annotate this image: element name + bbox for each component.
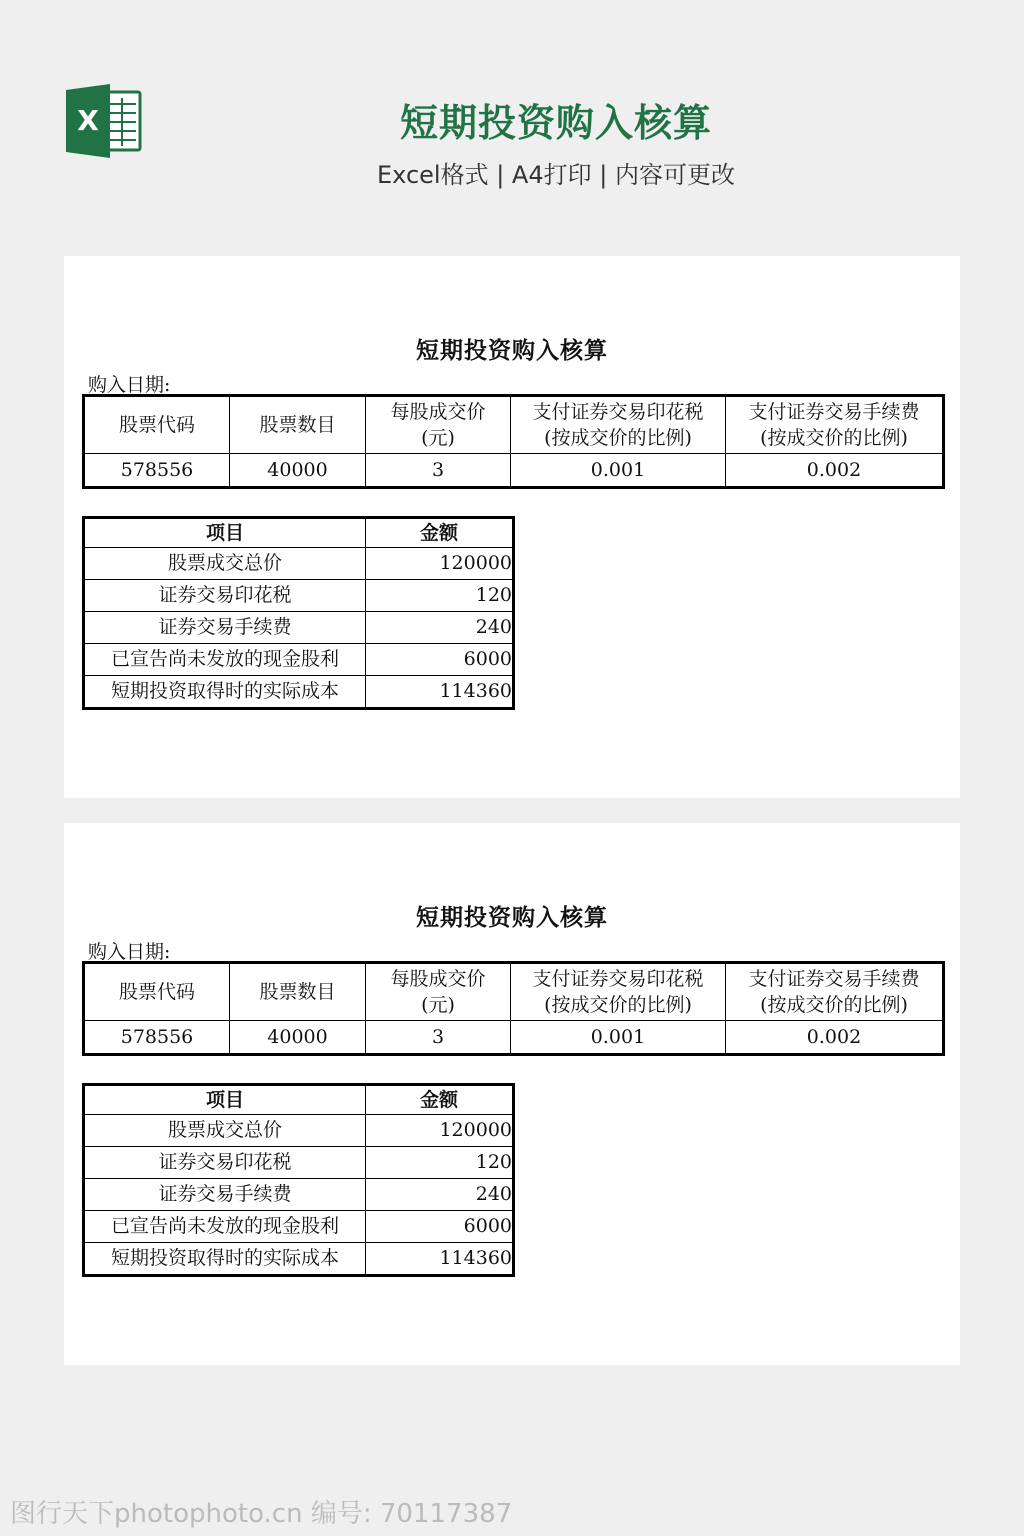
item-cell: 已宣告尚未发放的现金股利 (84, 1211, 366, 1243)
value-stock-code: 578556 (84, 1021, 230, 1055)
header-commission-fee: 支付证券交易手续费 (按成交价的比例) (726, 963, 944, 1021)
item-cell: 股票成交总价 (84, 1115, 366, 1147)
cost-calc-table (82, 516, 515, 710)
amount-cell: 120 (366, 1147, 514, 1179)
sheet-title: 短期投资购入核算 (416, 904, 608, 931)
cost-calc-table (82, 1083, 515, 1277)
header-commission-fee: 支付证券交易手续费 (按成交价的比例) (726, 396, 944, 454)
stock-info-table (82, 961, 945, 1056)
value-commission-fee: 0.002 (726, 454, 944, 488)
page-subtitle: Excel格式 | A4打印 | 内容可更改 (377, 161, 735, 189)
amount-cell: 240 (366, 1179, 514, 1211)
header-stock-quantity: 股票数目 (230, 396, 366, 454)
amount-cell: 6000 (366, 644, 514, 676)
item-cell: 短期投资取得时的实际成本 (84, 676, 366, 709)
table-row (84, 1021, 944, 1055)
header-price-per-share: 每股成交价 (元) (366, 396, 511, 454)
header-stock-code: 股票代码 (84, 963, 230, 1021)
value-price-per-share: 3 (366, 454, 511, 488)
purchase-date-label: 购入日期: (88, 374, 171, 396)
table-row (84, 1243, 514, 1276)
table-header-row (84, 518, 514, 548)
item-cell: 短期投资取得时的实际成本 (84, 1243, 366, 1276)
item-cell: 证券交易手续费 (84, 612, 366, 644)
amount-cell: 120000 (366, 1115, 514, 1147)
value-commission-fee: 0.002 (726, 1021, 944, 1055)
header-stamp-tax: 支付证券交易印花税 (按成交价的比例) (511, 396, 726, 454)
table-header-row (84, 963, 944, 1021)
table-row (84, 644, 514, 676)
svg-text:X: X (77, 104, 99, 137)
page-header (0, 0, 1024, 230)
sheet-preview-2 (64, 823, 960, 1365)
header-amount: 金额 (366, 1085, 514, 1115)
purchase-date-label: 购入日期: (88, 941, 171, 963)
table-header-row (84, 1085, 514, 1115)
value-stock-quantity: 40000 (230, 454, 366, 488)
table-row (84, 454, 944, 488)
page-title: 短期投资购入核算 (399, 101, 712, 145)
value-price-per-share: 3 (366, 1021, 511, 1055)
amount-cell: 240 (366, 612, 514, 644)
sheet-title: 短期投资购入核算 (416, 337, 608, 364)
value-stamp-tax: 0.001 (511, 454, 726, 488)
item-cell: 证券交易印花税 (84, 580, 366, 612)
header-amount: 金额 (366, 518, 514, 548)
amount-cell: 114360 (366, 1243, 514, 1276)
excel-logo-icon (66, 84, 144, 158)
watermark: 图行天下photophoto.cn 编号: 70117387 (10, 1499, 513, 1529)
table-row (84, 1115, 514, 1147)
value-stock-quantity: 40000 (230, 1021, 366, 1055)
table-row (84, 1211, 514, 1243)
header-stock-quantity: 股票数目 (230, 963, 366, 1021)
amount-cell: 6000 (366, 1211, 514, 1243)
value-stock-code: 578556 (84, 454, 230, 488)
table-row (84, 580, 514, 612)
header-stock-code: 股票代码 (84, 396, 230, 454)
header-price-per-share: 每股成交价 (元) (366, 963, 511, 1021)
header-item: 项目 (84, 1085, 366, 1115)
item-cell: 已宣告尚未发放的现金股利 (84, 644, 366, 676)
table-row (84, 612, 514, 644)
table-row (84, 1147, 514, 1179)
header-item: 项目 (84, 518, 366, 548)
table-row (84, 1179, 514, 1211)
amount-cell: 120 (366, 580, 514, 612)
table-row (84, 676, 514, 709)
item-cell: 股票成交总价 (84, 548, 366, 580)
item-cell: 证券交易手续费 (84, 1179, 366, 1211)
table-header-row (84, 396, 944, 454)
header-stamp-tax: 支付证券交易印花税 (按成交价的比例) (511, 963, 726, 1021)
value-stamp-tax: 0.001 (511, 1021, 726, 1055)
sheet-preview-1 (64, 256, 960, 798)
item-cell: 证券交易印花税 (84, 1147, 366, 1179)
table-row (84, 548, 514, 580)
amount-cell: 120000 (366, 548, 514, 580)
stock-info-table (82, 394, 945, 489)
amount-cell: 114360 (366, 676, 514, 709)
